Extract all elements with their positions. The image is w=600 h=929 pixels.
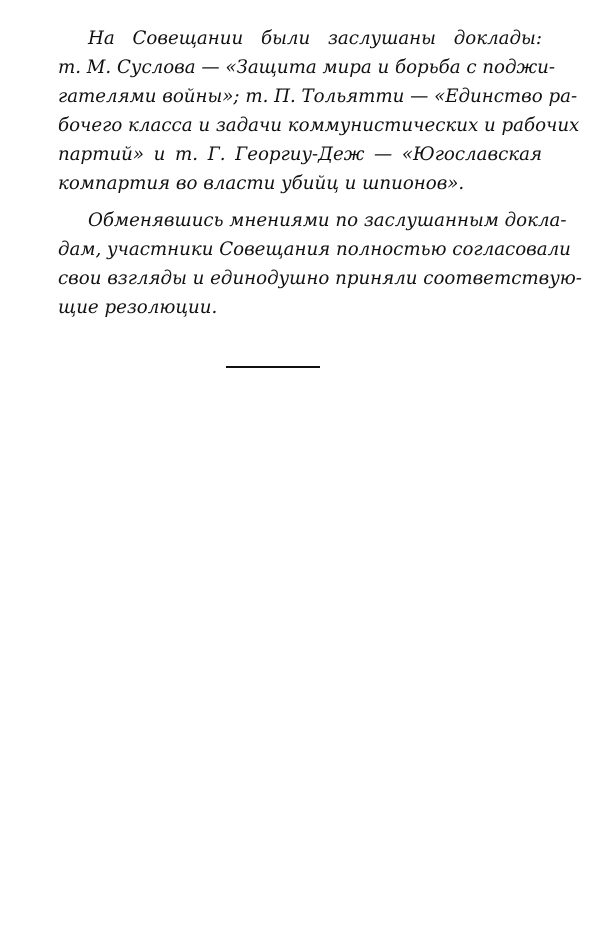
section-divider	[226, 366, 320, 368]
paragraph-line: На Совещании были заслушаны доклады:	[88, 28, 542, 49]
paragraph-line: свои взгляды и единодушно приняли соответствую-	[58, 268, 582, 289]
paragraph-2	[58, 206, 582, 322]
text-block	[58, 24, 582, 322]
paragraph-line: т. М. Суслова — «Защита мира и борьба с поджи-	[58, 57, 556, 78]
paragraph-line: компартия во власти убийц и шпионов».	[58, 173, 465, 194]
paragraph-1	[58, 24, 580, 198]
paragraph-line: Обменявшись мнениями по заслушанным доклa-	[88, 210, 567, 231]
paragraph-line: гателями войны»; т. П. Тольятти — «Единство ра-	[58, 86, 578, 107]
paragraph-line: бочего класса и задачи коммунистических и рабочих	[58, 115, 580, 136]
paragraph-line: дам, участники Совещания полностью согласовали	[58, 239, 571, 260]
paragraph-line: щие резолюции.	[58, 297, 218, 318]
paragraph-line: партий» и т. Г. Георгиу-Деж — «Югославская	[58, 144, 542, 165]
